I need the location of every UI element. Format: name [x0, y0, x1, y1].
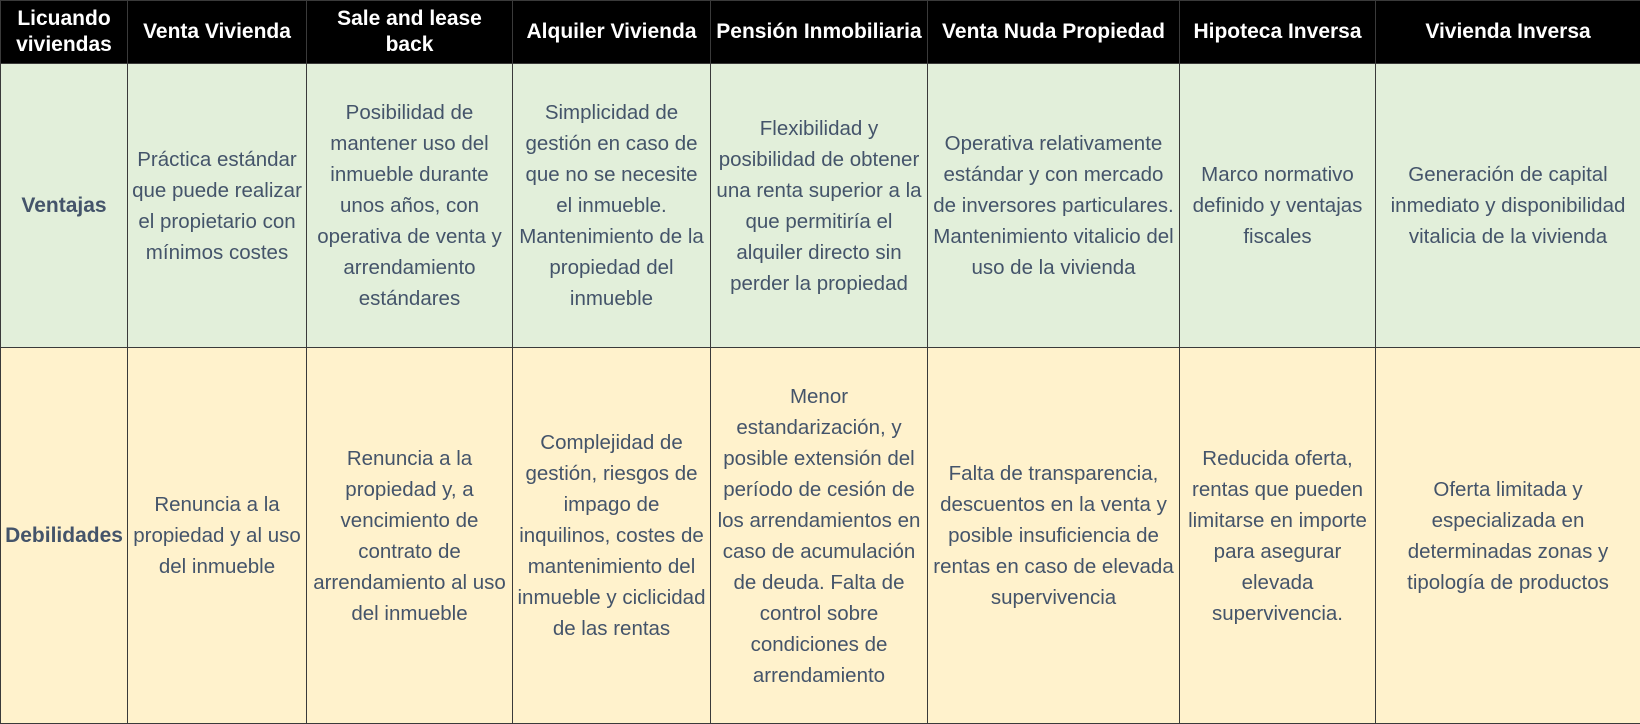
column-header: Hipoteca Inversa: [1180, 1, 1376, 64]
column-header: Pensión Inmobiliaria: [711, 1, 928, 64]
table-cell: Generación de capital inmediato y disponibilidad vitalicia de la vivienda: [1376, 64, 1640, 348]
table-cell: Reducida oferta, rentas que pueden limitarse en importe para asegurar elevada supervivencia.: [1180, 348, 1376, 724]
column-header: Vivienda Inversa: [1376, 1, 1640, 64]
table-cell: Marco normativo definido y ventajas fiscales: [1180, 64, 1376, 348]
table-cell: Flexibilidad y posibilidad de obtener una renta superior a la que permitiría el alquiler directo sin perder la propiedad: [711, 64, 928, 348]
table-cell: Simplicidad de gestión en caso de que no se necesite el inmueble. Mantenimiento de la propiedad del inmueble: [513, 64, 711, 348]
column-header: Venta Vivienda: [128, 1, 307, 64]
table-cell: Práctica estándar que puede realizar el propietario con mínimos costes: [128, 64, 307, 348]
table-cell: Oferta limitada y especializada en determinadas zonas y tipología de productos: [1376, 348, 1640, 724]
column-header: Sale and lease back: [307, 1, 513, 64]
column-header: Venta Nuda Propiedad: [928, 1, 1180, 64]
column-header: Alquiler Vivienda: [513, 1, 711, 64]
header-row: [1, 1, 1640, 64]
table-cell: Renuncia a la propiedad y, a vencimiento de contrato de arrendamiento al uso del inmueble: [307, 348, 513, 724]
table-cell: Renuncia a la propiedad y al uso del inmueble: [128, 348, 307, 724]
table-row-ventajas: [1, 64, 1640, 348]
table-cell: Posibilidad de mantener uso del inmueble durante unos años, con operativa de venta y arrendamiento estándares: [307, 64, 513, 348]
table-cell: Falta de transparencia, descuentos en la venta y posible insuficiencia de rentas en caso de elevada supervivencia: [928, 348, 1180, 724]
table-cell: Operativa relativamente estándar y con mercado de inversores particulares. Mantenimiento vitalicio del uso de la vivienda: [928, 64, 1180, 348]
table-cell: Menor estandarización, y posible extensión del período de cesión de los arrendamientos en caso de acumulación de deuda. Falta de control sobre condiciones de arrendamiento: [711, 348, 928, 724]
table-cell: Complejidad de gestión, riesgos de impago de inquilinos, costes de mantenimiento del inmueble y ciclicidad de las rentas: [513, 348, 711, 724]
row-header-ventajas: Ventajas: [1, 64, 128, 348]
corner-header: Licuando viviendas: [1, 1, 128, 64]
row-header-debilidades: Debilidades: [1, 348, 128, 724]
table-row-debilidades: [1, 348, 1640, 724]
